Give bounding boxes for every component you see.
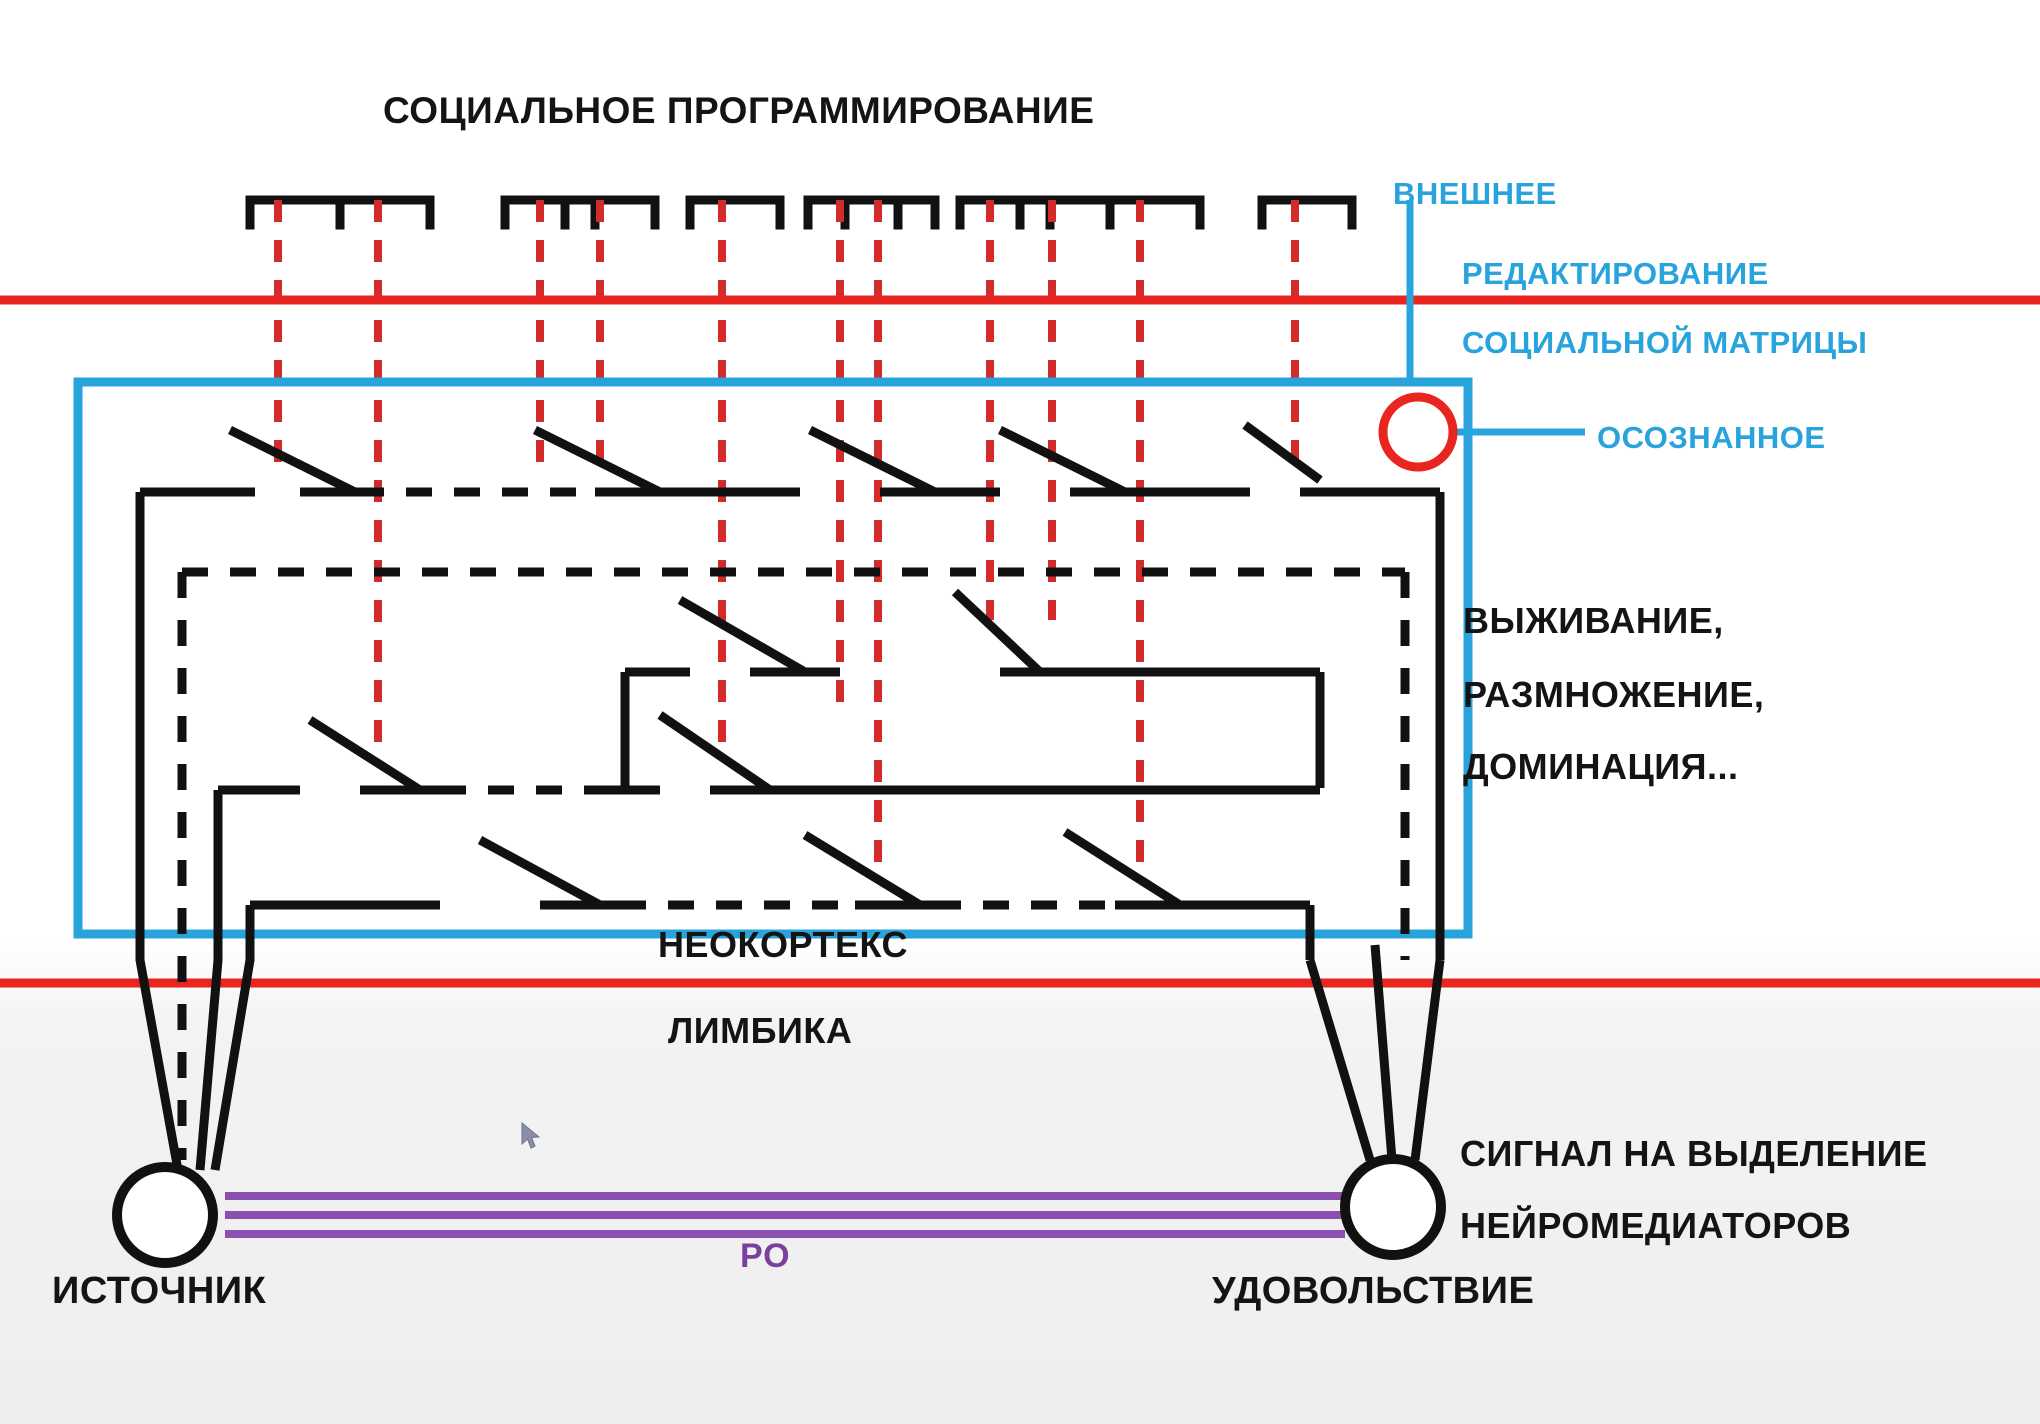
label-signal-line1: СИГНАЛ НА ВЫДЕЛЕНИЕ [1460, 1133, 1928, 1174]
label-survival-line2: РАЗМНОЖЕНИЕ, [1463, 674, 1765, 715]
dashed-black-wires [182, 492, 1405, 1160]
diagram-title: СОЦИАЛЬНОЕ ПРОГРАММИРОВАНИЕ [383, 90, 1095, 131]
label-survival-line1: ВЫЖИВАНИЕ, [1463, 600, 1724, 641]
bracket-group [250, 200, 1352, 225]
label-external-line1: ВНЕШНЕЕ [1393, 176, 1557, 211]
label-po: PO [740, 1237, 791, 1275]
switch-network [140, 425, 1440, 1170]
label-source: ИСТОЧНИК [52, 1270, 267, 1312]
mouse-cursor-icon [520, 1122, 542, 1152]
source-node [117, 1167, 213, 1263]
label-survival-line3: ДОМИНАЦИЯ... [1463, 746, 1739, 787]
label-conscious: ОСОЗНАННОЕ [1597, 420, 1826, 455]
label-limbic: ЛИМБИКА [668, 1010, 853, 1051]
pleasure-node [1345, 1159, 1441, 1255]
label-external-line3: СОЦИАЛЬНОЙ МАТРИЦЫ [1462, 325, 1868, 360]
po-channel [225, 1196, 1345, 1234]
label-signal-line2: НЕЙРОМЕДИАТОРОВ [1460, 1205, 1852, 1246]
conscious-marker-circle [1383, 397, 1453, 467]
label-pleasure: УДОВОЛЬСТВИЕ [1212, 1270, 1535, 1312]
label-neocortex: НЕОКОРТЕКС [658, 924, 909, 965]
label-external-line2: РЕДАКТИРОВАНИЕ [1462, 256, 1769, 291]
